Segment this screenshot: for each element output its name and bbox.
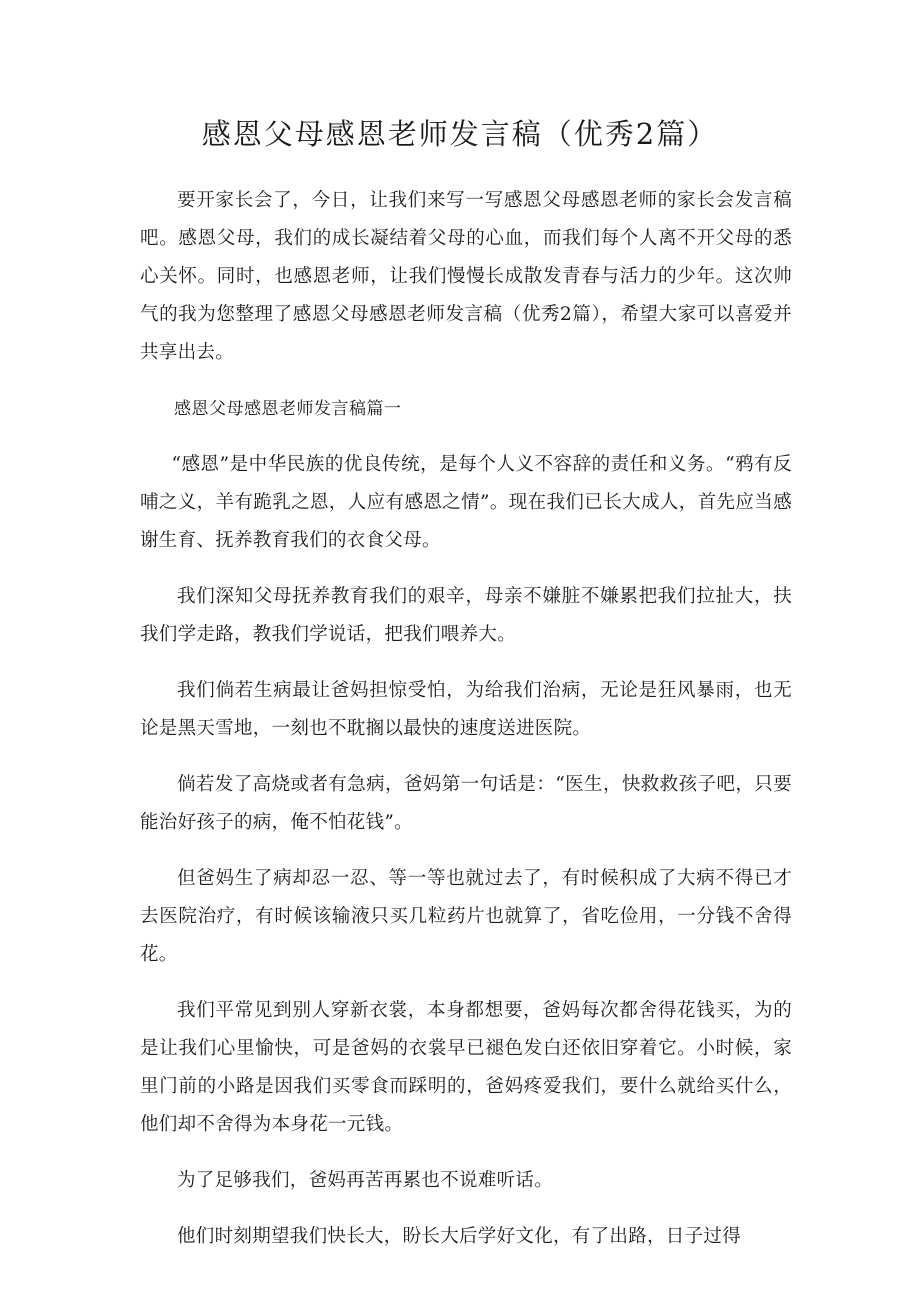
section-heading: 感恩父母感恩老师发言稿篇一 bbox=[174, 399, 402, 419]
body-paragraph: 他们时刻期望我们快长大，盼长大后学好文化，有了出路，日子过得 bbox=[177, 1226, 742, 1247]
body-paragraph: 我们倘若生病最让爸妈担惊受怕，为给我们治病，无论是狂风暴雨，也无论是黑天雪地，一刻也不耽搁以最快的速度送进医院。 bbox=[140, 680, 792, 739]
document-body bbox=[140, 182, 792, 1274]
body-paragraph: 为了足够我们，爸妈再苦再累也不说难听话。 bbox=[177, 1170, 554, 1191]
body-paragraph: 倘若发了高烧或者有急病，爸妈第一句话是：“医生，快救救孩子吧，只要能治好孩子的病，俺不怕花钱”。 bbox=[140, 774, 792, 833]
body-paragraph: 但爸妈生了病却忍一忍、等一等也就过去了，有时候积成了大病不得已才去医院治疗，有时候该输液只买几粒药片也就算了，省吃俭用，一分钱不舍得花。 bbox=[140, 868, 792, 965]
document-title: 感恩父母感恩老师发言稿（优秀2篇） bbox=[201, 117, 719, 151]
body-paragraph: 我们平常见到别人穿新衣裳，本身都想要，爸妈每次都舍得花钱买，为的是让我们心里愉快，可是爸妈的衣裳早已褪色发白还依旧穿着它。小时候，家里门前的小路是因我们买零食而踩明的，爸妈疼爱我们，要什么就给买什么，他们却不舍得为本身花一元钱。 bbox=[140, 1000, 792, 1135]
body-paragraph: “感恩”是中华民族的优良传统，是每个人义不容辞的责任和义务。“鸦有反哺之义，羊有跪乳之恩，人应有感恩之情”。现在我们已长大成人，首先应当感谢生育、抚养教育我们的衣食父母。 bbox=[140, 454, 792, 551]
intro-paragraph: 要开家长会了，今日，让我们来写一写感恩父母感恩老师的家长会发言稿吧。感恩父母，我们的成长凝结着父母的心血，而我们每个人离不开父母的悉心关怀。同时，也感恩老师，让我们慢慢长成散发青春与活力的少年。这次帅气的我为您整理了感恩父母感恩老师发言稿（优秀2篇），希望大家可以喜爱并共享出去。 bbox=[140, 190, 792, 363]
body-paragraph: 我们深知父母抚养教育我们的艰辛，母亲不嫌脏不嫌累把我们拉扯大，扶我们学走路，教我们学说话，把我们喂养大。 bbox=[140, 586, 792, 645]
